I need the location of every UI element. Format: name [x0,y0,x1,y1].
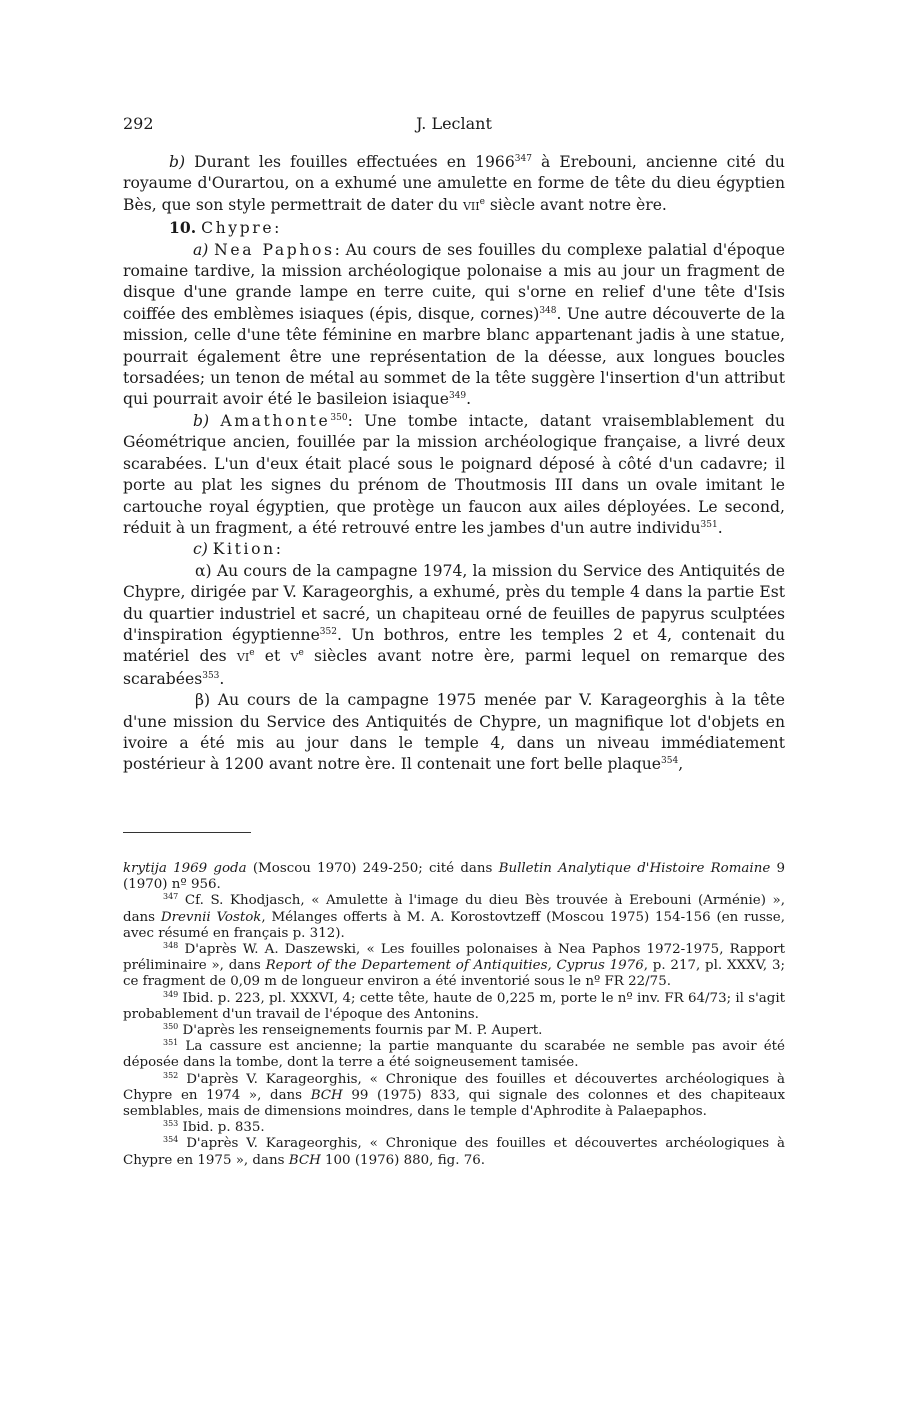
paragraph-kition [123,539,785,560]
text-run: Cf. S. Khodjasch, « Amulette à l'image du dieu Bès trouvée à Erebouni (Arménie) », dans [123,893,785,925]
footnote-number: 352 [163,1070,179,1080]
footnote-divider [123,832,251,833]
text-run: . Une autre découverte de la mission, celle d'une tête féminine en marbre blanc appartenant jadis à une statue, pourrait également être une représentation de la déesse, aux longues boucles torsadées; un tenon de métal au sommet de la tête suggère l'insertion d'un attribut qui pourrait avoir été le basileion isiaque [123,304,785,409]
roman-numeral: VI [236,651,250,665]
place-name: Kition [212,540,276,559]
text-run: et [254,647,291,666]
text-run: Durant les fouilles effectuées en 1966 [185,153,515,171]
text-run: Ibid. p. 223, pl. XXXVI, 4; cette tête, haute de 0,225 m, porte le nº inv. FR 64/73; il s'agit probablement d'un travail de l'époque des Antonins. [123,990,785,1022]
ordinal-suffix: e [479,196,485,207]
footnote-ref: 348 [539,305,557,316]
text-run: , Mélanges offerts à M. A. Korostovtzeff (Moscou 1975) 154-156 (en russe, avec résumé en français p. 312). [123,909,785,941]
item-label: c) [193,540,208,559]
item-label: β) [195,691,211,710]
text-run: : [274,219,280,238]
text-run: , p. 217, pl. XXXV, 3; ce fragment de 0,09 m de longueur environ a été inventorié sous le nº FR 22/75. [123,958,785,990]
section-number: 10. [169,218,197,238]
footnote-349 [123,991,785,1023]
footnote-ref: 350 [330,412,348,423]
item-label: a) [193,240,209,259]
text-run: Report of the Departement of Antiquities, Cyprus 1976 [265,958,644,974]
footnote-ref: 352 [319,626,337,637]
text-run: D'après V. Karageorghis, « Chronique des fouilles et découvertes archéologiques à Chypre en 1974 », dans [123,1071,785,1103]
footnote-353 [123,1120,785,1136]
item-label: α) [195,561,212,580]
ordinal-suffix: e [298,648,304,659]
footnote-number: 353 [163,1119,179,1129]
text-run: Drevnii Vostok [160,909,262,925]
footnote-number: 350 [163,1022,179,1032]
page-header [123,114,785,140]
footnote-ref: 354 [661,756,679,767]
text-run: La cassure est ancienne; la partie manquante du scarabée ne semble pas avoir été déposée dans la tombe, dont la terre a été soigneusement tamisée. [123,1039,785,1071]
text-run: BCH [288,1152,321,1168]
footnote-352 [123,1072,785,1121]
footnote-continuation [123,861,785,893]
footnote-number: 348 [163,941,179,951]
footnote-350 [123,1023,785,1039]
text-run: Au cours de la campagne 1974, la mission du Service des Antiquités de Chypre, dirigée par V. Karageorghis, a exhumé, près du temple 4 dans la partie Est du quartier industriel et sacré, un chapiteau orné de feuilles de papyrus sculptées d'inspiration égyptienne [123,561,785,644]
text-run: : Une tombe intacte, datant vraisemblablement du Géométrique ancien, fouillée par la mission archéologique française, a livré deux scarabées. L'un d'eux était placé sous le poignard déposé à côté d'un cadavre; il porte au plat les signes du prénom de Thoutmosis III dans un ovale imitant le cartouche royal égyptien, que protège un faucon aux ailes déployées. Le second, réduit à un fragment, a été retrouvé entre les jambes d'un autre individu [123,411,785,537]
section-title: Chypre [201,219,275,238]
body-text [123,152,785,776]
footnote-351 [123,1039,785,1071]
running-head: J. Leclant [416,114,492,133]
footnote-ref: 353 [202,670,220,681]
text-run: D'après les renseignements fournis par M. P. Aupert. [178,1023,543,1039]
ordinal-suffix: e [249,648,255,659]
text-run: 100 (1976) 880, fig. 76. [320,1152,486,1168]
paragraph-kition-1974 [123,561,785,690]
text-run: , [678,755,684,774]
footnote-number: 349 [163,989,179,999]
text-run: à Erebouni, ancienne cité du royaume d'Ourartou, on a exhumé une amulette en forme de tête du dieu égyptien Bès, que son style permettrait de dater du [123,153,785,214]
text-run: Au cours de la campagne 1975 menée par V. Karageorghis à la tête d'une mission du Service des Antiquités de Chypre, un magnifique lot d'objets en ivoire a été mis au jour dans le temple 4, dans un niveau immédiatement postérieur à 1200 avant notre ère. Il contenait une fort belle plaque [123,691,785,774]
paragraph-amathonte [123,411,785,539]
text-run: D'après V. Karageorghis, « Chronique des fouilles et découvertes archéologiques à Chypre en 1975 », dans [123,1136,785,1168]
footnote-348 [123,942,785,991]
item-label: b) [193,411,210,430]
roman-numeral: V [290,651,299,665]
paragraph-kition-1975 [123,690,785,776]
item-label: b) [169,153,186,171]
text-run: . [717,518,723,537]
text-run: Ibid. p. 835. [178,1120,265,1136]
footnote-ref: 349 [448,391,467,402]
footnote-number: 347 [163,892,179,902]
section-heading [123,217,785,239]
text-run: . Un bothros, entre les temples 2 et 4, contenait du matériel des [123,625,785,666]
footnote-347 [123,893,785,942]
footnotes [123,861,785,1169]
footnote-ref: 347 [514,154,532,164]
text-run: : Au cours de ses fouilles du complexe palatial d'époque romaine tardive, la mission archéologique polonaise a mis au jour un fragment de disque d'une grande lampe en terre cuite, qui s'orne en relief d'une tête d'Isis coiffée des emblèmes isiaques (épis, disque, cornes) [123,240,785,323]
text-run: D'après W. A. Daszewski, « Les fouilles polonaises à Nea Paphos 1972-1975, Rapport préliminaire », dans [123,942,785,974]
place-name: Nea Paphos [214,240,335,259]
footnote-ref: 351 [700,519,718,530]
text-run: Bulletin Analytique d'Histoire Romaine [498,861,771,876]
footnote-number: 351 [163,1038,179,1048]
place-name: Amathonte [220,411,331,430]
text-run: . [466,390,472,409]
footnote-354 [123,1136,785,1168]
text-run: . [219,669,225,688]
paragraph-erebouni [123,152,785,217]
roman-numeral: VII [462,199,480,213]
footnote-number: 354 [163,1135,179,1145]
text-run: siècles avant notre ère, parmi lequel on remarque des scarabées [123,647,785,688]
text-run: krytija 1969 goda [123,861,247,876]
text-run: 9 (1970) nº 956. [123,861,785,893]
text-run: siècle avant notre ère. [484,195,667,214]
paragraph-nea-paphos [123,240,785,411]
text-run: (Moscou 1970) 249-250; cité dans [246,861,499,876]
text-run: : [275,540,281,559]
text-run: 99 (1975) 833, qui signale des colonnes et des chapiteaux semblables, mais de dimensions moindres, dans le temple d'Aphrodite à Palaepaphos. [123,1087,785,1120]
page-number: 292 [123,114,154,133]
text-run: BCH [310,1087,343,1103]
